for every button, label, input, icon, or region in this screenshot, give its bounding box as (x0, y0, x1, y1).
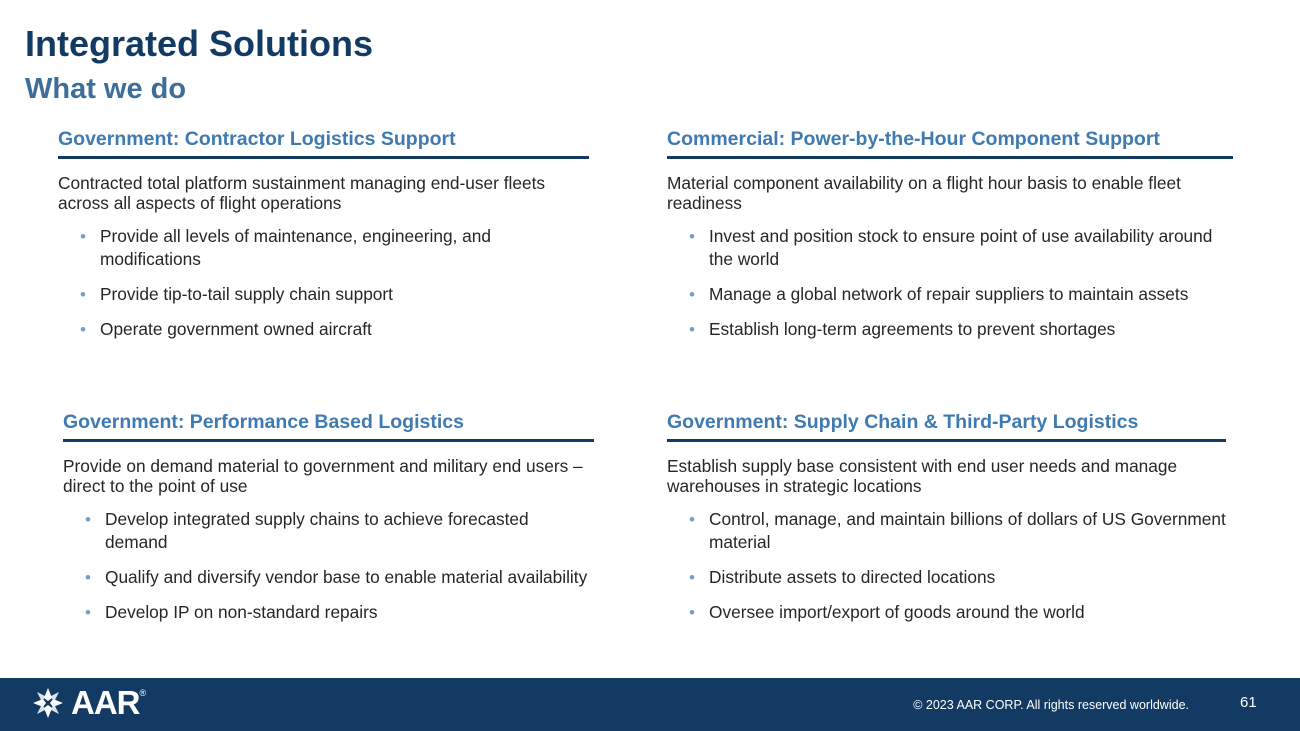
bullet-dot-icon: • (689, 603, 695, 622)
section-contractor-logistics (58, 126, 589, 341)
section-power-by-the-hour (667, 126, 1233, 341)
bullet-dot-icon: • (85, 603, 91, 622)
bullet-dot-icon: • (85, 568, 91, 587)
section-supply-chain-3pl (667, 409, 1226, 624)
bullet-dot-icon: • (80, 320, 86, 339)
bullet-dot-icon: • (689, 320, 695, 339)
section-heading: Government: Contractor Logistics Support (58, 126, 589, 159)
section-intro: Material component availability on a flight hour basis to enable fleet readiness (667, 173, 1181, 213)
bullet-list (63, 508, 594, 624)
section-heading: Government: Performance Based Logistics (63, 409, 594, 442)
bullet-item: • Invest and position stock to ensure point of use availability around the world (689, 226, 1213, 269)
footer-bar (0, 678, 1300, 731)
bullet-list (667, 225, 1233, 341)
bullet-dot-icon: • (689, 227, 695, 246)
bullet-item: • Qualify and diversify vendor base to enable material availability (85, 567, 588, 587)
page-number: 61 (1240, 694, 1257, 711)
bullet-dot-icon: • (85, 510, 91, 529)
bullet-dot-icon: • (689, 285, 695, 304)
slide-subtitle: What we do (25, 73, 187, 105)
section-performance-based-logistics (63, 409, 594, 624)
bullet-dot-icon: • (689, 510, 695, 529)
section-intro: Establish supply base consistent with end user needs and manage warehouses in strategic locations (667, 456, 1178, 496)
bullet-item: • Distribute assets to directed locations (689, 567, 996, 587)
registered-mark: ® (139, 688, 147, 698)
bullet-item: • Operate government owned aircraft (80, 319, 372, 339)
bullet-item: • Oversee import/export of goods around the world (689, 602, 1085, 622)
bullet-list (667, 508, 1226, 624)
bullet-dot-icon: • (689, 568, 695, 587)
bullet-item: • Develop integrated supply chains to achieve forecasted demand (85, 509, 529, 552)
bullet-item: • Establish long-term agreements to prevent shortages (689, 319, 1116, 339)
section-heading: Commercial: Power-by-the-Hour Component Support (667, 126, 1233, 159)
aar-compass-icon (31, 686, 65, 720)
bullet-list (58, 225, 589, 341)
bullet-item: • Control, manage, and maintain billions of dollars of US Government material (689, 509, 1226, 552)
bullet-item: • Provide tip-to-tail supply chain support (80, 284, 393, 304)
slide-title: Integrated Solutions (25, 23, 374, 64)
bullet-item: • Provide all levels of maintenance, engineering, and modifications (80, 226, 491, 269)
logo-wordmark: AAR (71, 684, 140, 721)
aar-logo (31, 686, 146, 720)
bullet-dot-icon: • (80, 285, 86, 304)
section-intro: Provide on demand material to government and military end users – direct to the point of use (63, 456, 583, 496)
bullet-item: • Develop IP on non-standard repairs (85, 602, 378, 622)
copyright-notice: © 2023 AAR CORP. All rights reserved worldwide. (913, 698, 1189, 712)
bullet-dot-icon: • (80, 227, 86, 246)
bullet-item: • Manage a global network of repair suppliers to maintain assets (689, 284, 1189, 304)
section-heading: Government: Supply Chain & Third-Party Logistics (667, 409, 1226, 442)
section-intro: Contracted total platform sustainment managing end-user fleets across all aspects of flight operations (58, 173, 546, 213)
